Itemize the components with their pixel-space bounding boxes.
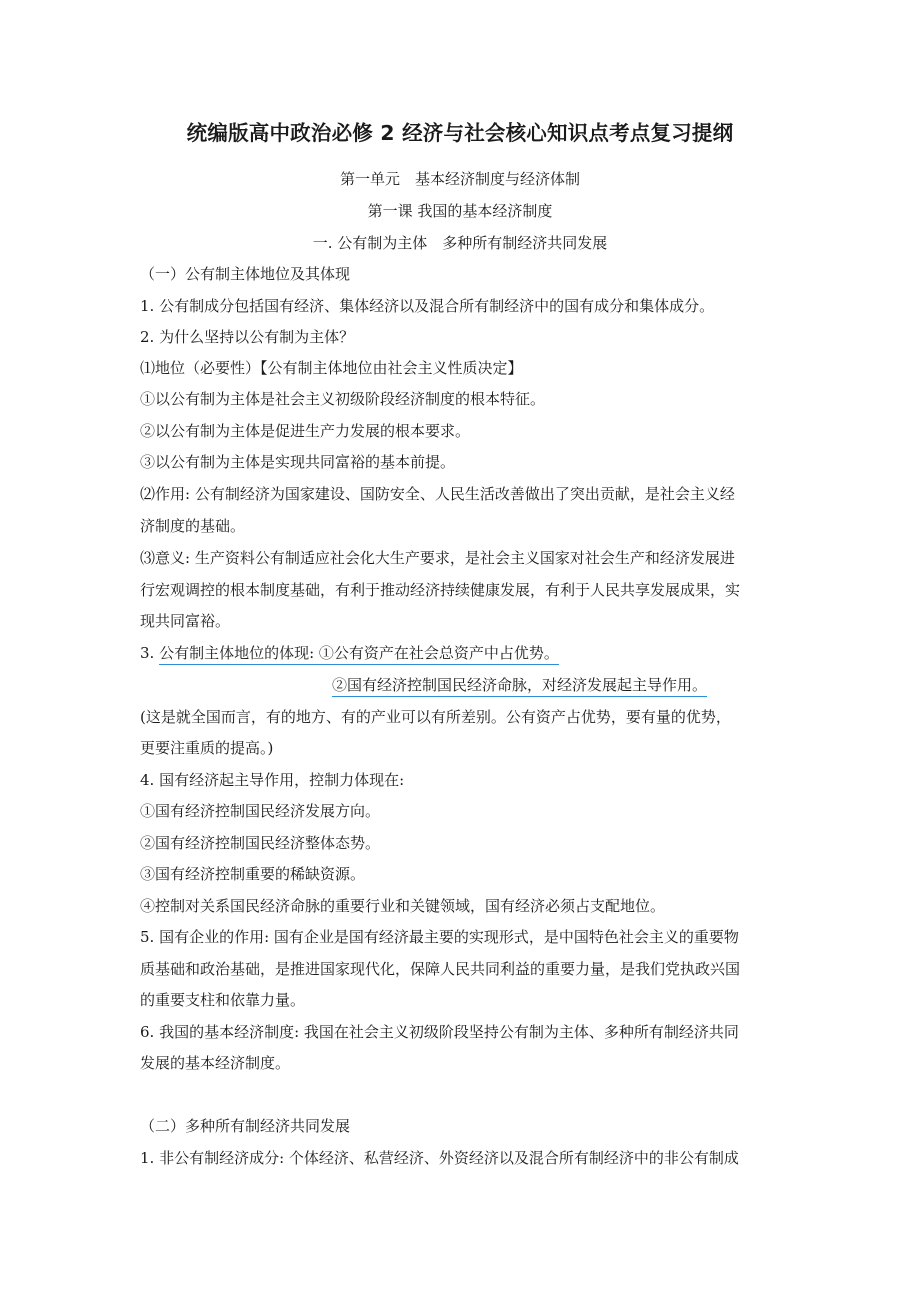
subsection-heading: （一）公有制主体地位及其体现 bbox=[140, 265, 351, 283]
paragraph-line: ②国有经济控制国民经济整体态势。 bbox=[140, 834, 381, 852]
paragraph-line: 现共同富裕。 bbox=[140, 612, 231, 630]
paragraph-line: (这是就全国而言，有的地方、有的产业可以有所差别。公有资产占优势，要有量的优势， bbox=[140, 708, 731, 726]
paragraph-line: ④控制对关系国民经济命脉的重要行业和关键领域，国有经济必须占支配地位。 bbox=[140, 897, 666, 915]
unit-heading: 第一单元 基本经济制度与经济体制 bbox=[339, 170, 580, 188]
section-heading: 一. 公有制为主体 多种所有制经济共同发展 bbox=[312, 234, 608, 252]
paragraph-line: 4. 国有经济起主导作用，控制力体现在: bbox=[140, 771, 405, 789]
paragraph-line: 5. 国有企业的作用: 国有企业是国有经济最主要的实现形式，是中国特色社会主义的重要物 bbox=[140, 928, 739, 946]
paragraph-line: 2. 为什么坚持以公有制为主体？ bbox=[140, 328, 355, 346]
subsection-heading: （二）多种所有制经济共同发展 bbox=[140, 1117, 351, 1135]
paragraph-line: ③国有经济控制重要的稀缺资源。 bbox=[140, 865, 366, 883]
paragraph-line: ⑴地位（必要性）【公有制主体地位由社会主义性质决定】 bbox=[140, 359, 523, 377]
underlined-text: 公有制主体地位的体现: ①公有资产在社会总资产中占优势。 bbox=[159, 644, 559, 665]
item-number: 3. bbox=[140, 644, 160, 662]
underlined-point-line bbox=[140, 643, 785, 663]
document-title: 统编版高中政治必修 2 经济与社会核心知识点考点复习提纲 bbox=[186, 121, 734, 145]
paragraph-line: 6. 我国的基本经济制度: 我国在社会主义初级阶段坚持公有制为主体、多种所有制经济共同 bbox=[140, 1023, 739, 1041]
paragraph-line: ⑶意义: 生产资料公有制适应社会化大生产要求，是社会主义国家对社会生产和经济发展进 bbox=[140, 549, 735, 567]
paragraph-line: 1. 公有制成分包括国有经济、集体经济以及混合所有制经济中的国有成分和集体成分。 bbox=[140, 297, 715, 315]
paragraph-line: ⑵作用: 公有制经济为国家建设、国防安全、人民生活改善做出了突出贡献，是社会主义经 bbox=[140, 485, 735, 503]
paragraph-line: 行宏观调控的根本制度基础，有利于推动经济持续健康发展，有利于人民共享发展成果，实 bbox=[140, 581, 741, 599]
paragraph-line: ①以公有制为主体是社会主义初级阶段经济制度的根本特征。 bbox=[140, 390, 546, 408]
paragraph-line: 更要注重质的提高。) bbox=[140, 739, 274, 757]
paragraph-line: ③以公有制为主体是实现共同富裕的基本前提。 bbox=[140, 453, 456, 471]
underlined-text: ②国有经济控制国民经济命脉，对经济发展起主导作用。 bbox=[332, 676, 707, 697]
paragraph-line: 的重要支柱和依靠力量。 bbox=[140, 991, 306, 1009]
paragraph-line: ①国有经济控制国民经济发展方向。 bbox=[140, 802, 381, 820]
underlined-point-line bbox=[332, 675, 792, 695]
paragraph-line: ②以公有制为主体是促进生产力发展的根本要求。 bbox=[140, 422, 471, 440]
lesson-heading: 第一课 我国的基本经济制度 bbox=[367, 202, 553, 220]
paragraph-line: 发展的基本经济制度。 bbox=[140, 1054, 291, 1072]
paragraph-line: 济制度的基础。 bbox=[140, 517, 246, 535]
paragraph-line: 1. 非公有制经济成分: 个体经济、私营经济、外资经济以及混合所有制经济中的非公有制成 bbox=[140, 1149, 739, 1167]
paragraph-line: 质基础和政治基础，是推进国家现代化，保障人民共同利益的重要力量，是我们党执政兴国 bbox=[140, 960, 741, 978]
